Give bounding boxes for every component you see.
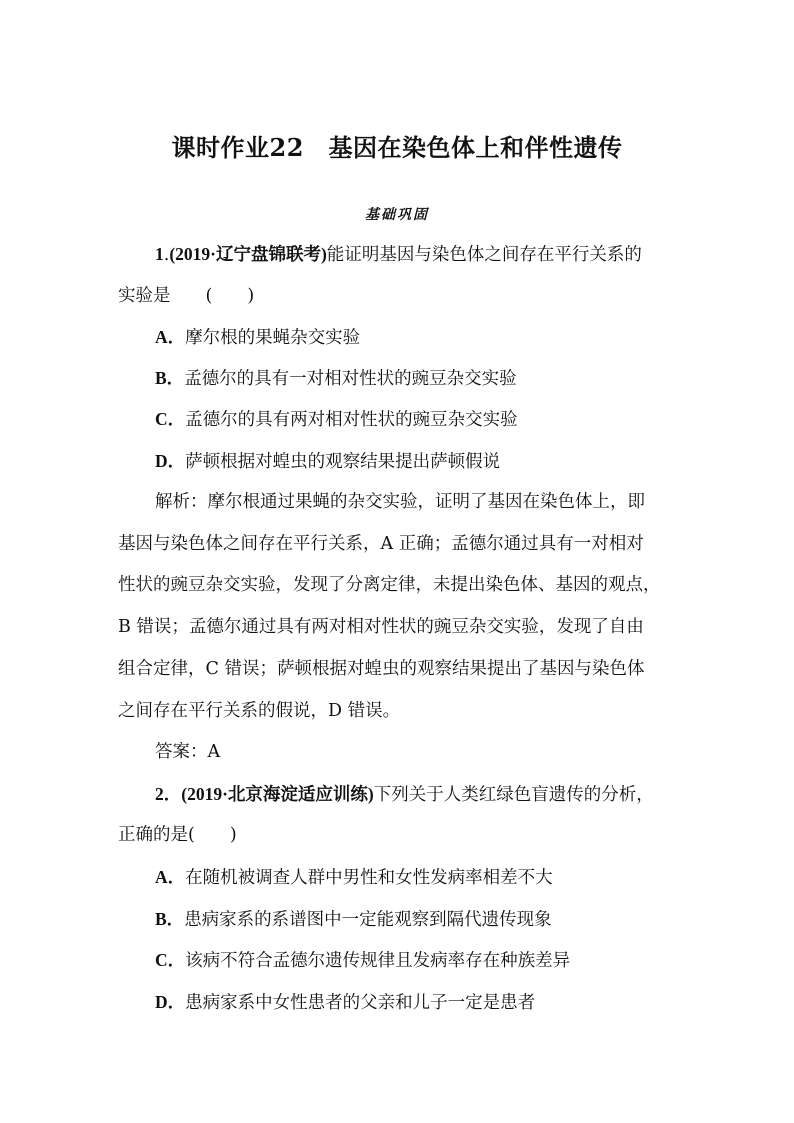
q1-option-c: C．孟德尔的具有两对相对性状的豌豆杂交实验 <box>155 409 518 430</box>
q2-source: (2019·北京海淀适应训练) <box>181 784 374 804</box>
q2-option-c: C．该病不符合孟德尔遗传规律且发病率存在种族差异 <box>155 950 571 971</box>
q1-analysis-line: 组合定律，C 错误；萨顿根据对蝗虫的观察结果提出了基因与染色体 <box>118 659 645 679</box>
q1-analysis-line: 之间存在平行关系的假说，D 错误。 <box>118 701 401 721</box>
q1-answer: 答案：A <box>155 742 221 762</box>
q1-analysis-line: B 错误；孟德尔通过具有两对相对性状的豌豆杂交实验，发现了自由 <box>118 617 644 637</box>
q1-source: (2019·辽宁盘锦联考) <box>169 244 327 264</box>
q1-analysis-line: 性状的豌豆杂交实验，发现了分离定律，未提出染色体、基因的观点， <box>118 575 661 595</box>
q2-stem-text: 下列关于人类红绿色盲遗传的分析， <box>373 785 654 805</box>
q2-option-a: A．在随机被调查人群中男性和女性发病率相差不大 <box>155 867 553 888</box>
q1-stem-line1: 1.(2019·辽宁盘锦联考)能证明基因与染色体之间存在平行关系的 <box>155 244 642 265</box>
q1-analysis-line: 基因与染色体之间存在平行关系，A 正确；孟德尔通过具有一对相对 <box>118 534 644 554</box>
q1-analysis-line: 解析：摩尔根通过果蝇的杂交实验，证明了基因在染色体上，即 <box>155 492 645 512</box>
section-heading: 基础巩固 <box>365 207 429 223</box>
q2-number: 2． <box>155 784 182 804</box>
q2-option-b: B．患病家系的系谱图中一定能观察到隔代遗传现象 <box>155 909 552 930</box>
q1-option-d: D．萨顿根据对蝗虫的观察结果提出萨顿假说 <box>155 451 501 472</box>
page-title: 课时作业22 基因在染色体上和伴性遗传 <box>171 133 623 162</box>
q2-stem-line2: 正确的是( ) <box>118 825 237 845</box>
q1-option-b: B．孟德尔的具有一对相对性状的豌豆杂交实验 <box>155 368 517 389</box>
q1-stem-text: 能证明基因与染色体之间存在平行关系的 <box>326 245 642 265</box>
q1-option-a: A．摩尔根的果蝇杂交实验 <box>155 327 361 348</box>
q2-stem-line1 <box>155 782 654 807</box>
q2-option-d: D．患病家系中女性患者的父亲和儿子一定是患者 <box>155 992 536 1013</box>
q1-number: 1 <box>155 244 164 264</box>
q1-stem-line2: 实验是 ( ) <box>118 286 255 306</box>
